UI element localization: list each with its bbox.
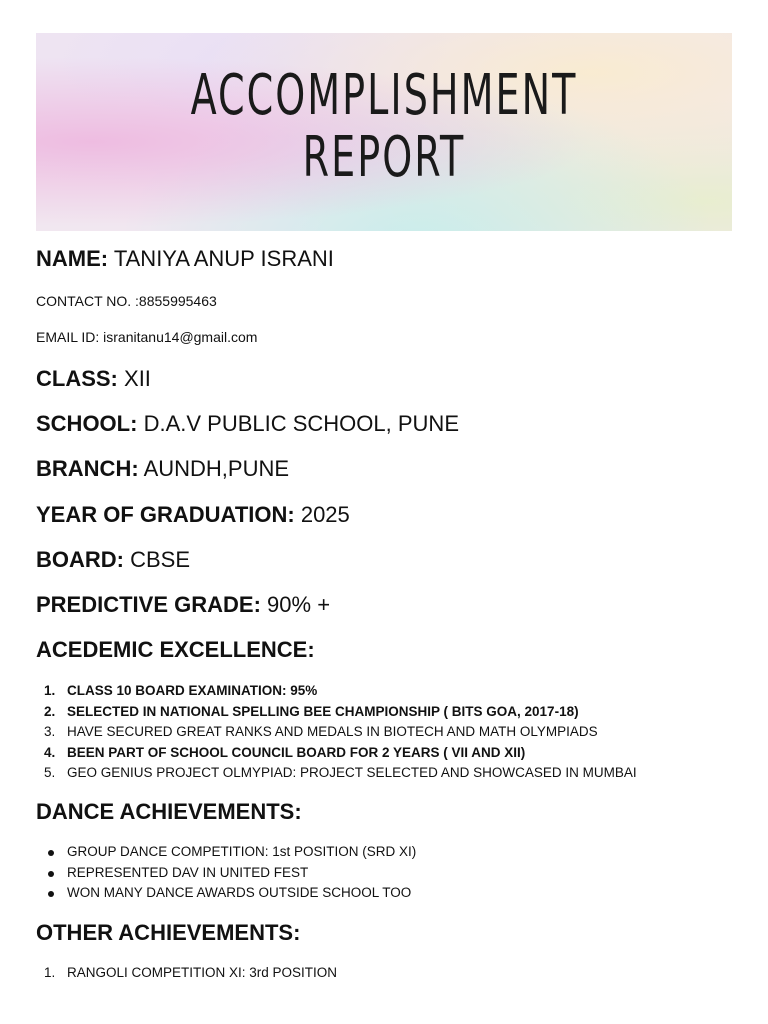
other-list	[36, 963, 337, 984]
list-item: 5. GEO GENIUS PROJECT OLMYPIAD: PROJECT SELECTED AND SHOWCASED IN MUMBAI	[44, 765, 637, 780]
branch-value: AUNDH,PUNE	[143, 456, 290, 481]
class-value: XII	[124, 366, 151, 391]
list-item: 3. HAVE SECURED GREAT RANKS AND MEDALS IN BIOTECH AND MATH OLYMPIADS	[44, 724, 598, 739]
list-item: 4. BEEN PART OF SCHOOL COUNCIL BOARD FOR 2 YEARS ( VII AND XII)	[44, 744, 526, 760]
report-title-line-1: ACCOMPLISHMENT	[190, 63, 578, 128]
school-row	[36, 411, 459, 437]
branch-row	[36, 456, 289, 482]
graduation-year-label: YEAR OF GRADUATION:	[36, 502, 295, 527]
list-item: 1. RANGOLI COMPETITION XI: 3rd POSITION	[44, 965, 338, 980]
board-value: CBSE	[130, 547, 191, 572]
dance-list	[36, 842, 416, 904]
email-id: EMAIL ID: isranitanu14@gmail.com	[36, 329, 258, 345]
contact-number: CONTACT NO. :8855995463	[36, 293, 217, 309]
class-label: CLASS:	[36, 366, 118, 391]
list-item: GROUP DANCE COMPETITION: 1st POSITION (SRD XI)	[36, 842, 416, 863]
school-label: SCHOOL:	[36, 411, 138, 436]
predictive-grade-label: PREDICTIVE GRADE:	[36, 592, 261, 617]
graduation-year-value: 2025	[300, 502, 350, 527]
predictive-grade-row	[36, 592, 330, 618]
report-title-line-2: REPORT	[302, 125, 466, 190]
title-banner	[36, 33, 732, 231]
name-value: TANIYA ANUP ISRANI	[113, 246, 334, 271]
dance-heading: DANCE ACHIEVEMENTS:	[36, 799, 302, 824]
board-row	[36, 547, 190, 573]
class-row	[36, 366, 151, 392]
board-label: BOARD:	[36, 547, 124, 572]
list-item: REPRESENTED DAV IN UNITED FEST	[36, 863, 416, 884]
other-heading: OTHER ACHIEVEMENTS:	[36, 920, 301, 945]
predictive-grade-value: 90% +	[267, 592, 331, 617]
name-label: NAME:	[36, 246, 109, 271]
list-item: 1. CLASS 10 BOARD EXAMINATION: 95%	[44, 683, 318, 698]
school-value: D.A.V PUBLIC SCHOOL, PUNE	[143, 411, 459, 436]
bullet-icon	[48, 871, 54, 877]
name-row	[36, 246, 334, 272]
bullet-icon	[48, 850, 54, 856]
list-item: 2. SELECTED IN NATIONAL SPELLING BEE CHAMPIONSHIP ( BITS GOA, 2017-18)	[44, 703, 579, 719]
graduation-year-row	[36, 502, 350, 528]
bullet-icon	[48, 891, 54, 897]
academic-heading: ACEDEMIC EXCELLENCE:	[36, 637, 315, 662]
academic-list	[36, 681, 637, 784]
list-item: WON MANY DANCE AWARDS OUTSIDE SCHOOL TOO	[36, 883, 416, 904]
branch-label: BRANCH:	[36, 456, 139, 481]
